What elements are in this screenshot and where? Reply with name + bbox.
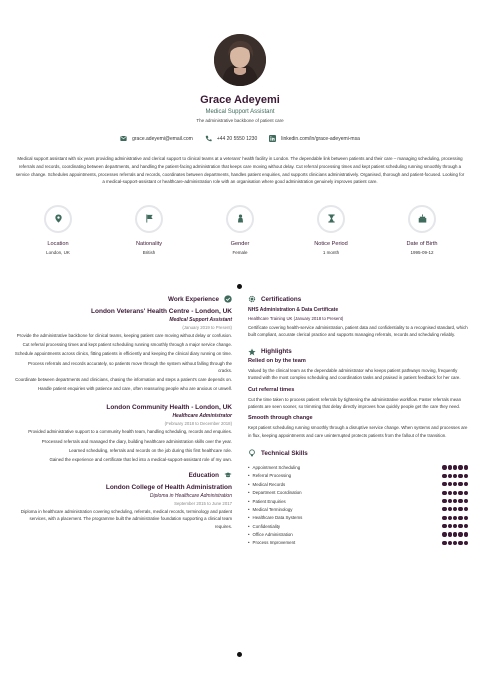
highlight-item	[248, 415, 468, 439]
rating-dot	[448, 465, 452, 469]
skill-row	[248, 505, 468, 513]
section-divider-dot	[237, 284, 242, 289]
education-entry	[14, 484, 232, 530]
job-bullet: Learned scheduling, referrals and records on the job during this first healthcare role.	[68, 447, 232, 453]
rating-dot	[458, 499, 462, 503]
fact-value: 1995-09-12	[410, 250, 434, 255]
skill-name: • Medical Terminology	[248, 507, 293, 512]
skill-rating	[442, 532, 468, 536]
job-organization: London Veterans' Health Centre - London, UK	[91, 308, 232, 315]
job-bullet: Schedule appointments across clinics, fitting patients in efficiently and keeping the clinical diary running on time.	[14, 351, 232, 357]
candidate-role: Medical Support Assistant	[205, 109, 275, 115]
phone-text: +44 20 5550 1230	[216, 135, 258, 142]
location-pin-icon	[54, 210, 63, 228]
rating-dot	[458, 474, 462, 478]
fact-label: Gender	[230, 241, 250, 247]
fact-value: 1 month	[322, 250, 340, 255]
skill-name: • Patient Enquiries	[248, 499, 286, 504]
skill-row	[248, 497, 468, 505]
calendar-icon	[418, 210, 427, 228]
skill-rating	[442, 465, 468, 469]
rating-dot	[453, 532, 457, 536]
rating-dot	[464, 507, 468, 511]
skill-name: • Appointment Scheduling	[248, 465, 300, 470]
certification-title: NHS Administration & Data Certificate	[248, 307, 339, 313]
skill-name: • Healthcare Data Systems	[248, 515, 302, 520]
rating-dot	[442, 499, 446, 503]
rating-dot	[458, 516, 462, 520]
rating-dot	[458, 524, 462, 528]
rating-dot	[458, 491, 462, 495]
rating-dot	[453, 524, 457, 528]
skill-row	[248, 522, 468, 530]
job-title: Medical Support Assistant	[169, 317, 232, 323]
work-experience-heading: Work Experience	[14, 294, 232, 304]
job-entry	[14, 404, 232, 463]
email-text: grace.adeyemi@email.com	[132, 135, 193, 142]
rating-dot	[458, 532, 462, 536]
rating-dot	[464, 516, 468, 520]
email-icon	[120, 135, 127, 142]
education-heading: Education	[14, 470, 232, 480]
certification-description: Certificate covering health-service administration, patient data and confidentiality to a recognised standard, which built compliant, accurate clerical practice and supports managing referrals, records and scheduling reliably.	[248, 325, 468, 338]
job-bullet: Processed referrals and managed the diary, building healthcare administration skills over the year.	[41, 438, 232, 444]
fact-value: London, UK	[46, 250, 70, 255]
rating-dot	[442, 507, 446, 511]
highlight-text: Cut the time taken to process patient referrals by tightening the administrative workflow. Faster referrals mean patients are seen sooner, so trimming that delay directly improves how quickly people get the care they need.	[248, 396, 462, 410]
graduation-cap-icon	[224, 471, 232, 479]
rating-dot	[464, 499, 468, 503]
highlight-title: Cut referral times	[248, 386, 295, 393]
highlight-text: Valued by the clinical team as the dependable administrator who keeps patient pathways moving, frequently trusted with the most complex scheduling and coordination tasks and praised in patient feedback for her care.	[248, 367, 461, 381]
candidate-name: Grace Adeyemi	[200, 94, 280, 106]
contact-bar	[0, 135, 480, 142]
rating-dot	[453, 541, 457, 545]
rating-dot	[453, 491, 457, 495]
highlight-title: Relied on by the team	[248, 357, 306, 364]
gender-icon	[236, 210, 245, 228]
personal-facts	[22, 205, 458, 255]
technical-skills-heading: Technical Skills	[248, 448, 468, 458]
rating-dot	[448, 524, 452, 528]
highlights-heading: Highlights	[248, 347, 468, 357]
hourglass-icon	[327, 210, 336, 228]
skill-row	[248, 530, 468, 538]
skill-rating	[442, 541, 468, 545]
job-bullet: Coordinate between departments and clinicians, chasing the information and steps a patient's care depends on.	[15, 377, 232, 383]
job-bullet: Gained the experience and certificate that led into a medical-support-assistant role of my own.	[49, 457, 232, 463]
rating-dot	[442, 541, 446, 545]
section-divider-dot	[237, 652, 242, 657]
skill-name: • Department Coordination	[248, 490, 302, 495]
job-bullet: Provided administrative support to a community health team, handling scheduling, records and enquiries.	[28, 429, 232, 435]
job-bullet: Process referrals and records accurately, so patients move through the system without falling through the cracks.	[28, 360, 232, 373]
certifications-heading: Certifications	[248, 294, 468, 304]
linkedin-text: linkedin.com/in/grace-adeyemi-msa	[281, 135, 360, 142]
fact-notice-period	[295, 205, 367, 255]
contact-linkedin[interactable]	[269, 135, 360, 142]
skill-row	[248, 488, 468, 496]
skill-name: • Referral Processing	[248, 473, 291, 478]
star-icon	[248, 348, 256, 356]
rating-dot	[464, 474, 468, 478]
rating-dot	[448, 482, 452, 486]
skill-rating	[442, 499, 468, 503]
phone-icon	[205, 135, 212, 142]
rating-dot	[442, 491, 446, 495]
job-bullet: Handle patient enquiries with patience and care, often reassuring people who are anxious or unwell.	[37, 386, 232, 392]
skill-rating	[442, 482, 468, 486]
rating-dot	[448, 507, 452, 511]
skill-rating	[442, 474, 468, 478]
rating-dot	[448, 541, 452, 545]
highlight-item	[248, 387, 468, 411]
skill-rating	[442, 507, 468, 511]
skills-list	[248, 463, 468, 547]
skill-row	[248, 480, 468, 488]
highlight-title: Smooth through change	[248, 415, 313, 422]
rating-dot	[464, 524, 468, 528]
rating-dot	[442, 524, 446, 528]
job-organization: London Community Health - London, UK	[106, 404, 232, 412]
fact-label: Notice Period	[314, 241, 348, 247]
education-school: London College of Health Administration	[105, 484, 232, 492]
rating-dot	[442, 465, 446, 469]
rating-dot	[453, 465, 457, 469]
right-column	[248, 294, 468, 547]
rating-dot	[448, 516, 452, 520]
rating-dot	[453, 474, 457, 478]
fact-label: Date of Birth	[406, 241, 438, 247]
rating-dot	[442, 532, 446, 536]
gear-icon	[248, 295, 256, 303]
skill-row	[248, 539, 468, 547]
skill-name: • Medical Records	[248, 482, 285, 487]
rating-dot	[464, 532, 468, 536]
left-column	[14, 294, 232, 530]
fact-label: Nationality	[135, 241, 163, 247]
rating-dot	[442, 482, 446, 486]
fact-value: Female	[232, 250, 248, 255]
rating-dot	[464, 482, 468, 486]
job-bullet: Provide the administrative backbone for clinical teams, keeping patient care moving without delay or confusion.	[16, 333, 232, 338]
lightbulb-icon	[248, 449, 256, 457]
fact-label: Location	[47, 241, 69, 247]
profile-photo	[214, 34, 266, 86]
rating-dot	[453, 499, 457, 503]
rating-dot	[464, 491, 468, 495]
certification-issuer: Healthcare Training UK (January 2018 to Present)	[248, 316, 344, 321]
rating-dot	[453, 482, 457, 486]
skill-rating	[442, 516, 468, 520]
education-description: Diploma in healthcare administration covering scheduling, referrals, medical records, terminology and patient services, with a placement. The programme built the administrative foundation supporting a clinical team requires.	[20, 509, 232, 529]
rating-dot	[458, 465, 462, 469]
fact-gender	[204, 205, 276, 255]
verified-badge-icon	[224, 295, 232, 303]
skill-name: • Confidentiality	[248, 524, 280, 529]
skill-row	[248, 463, 468, 471]
rating-dot	[464, 541, 468, 545]
skill-row	[248, 472, 468, 480]
rating-dot	[448, 491, 452, 495]
fact-value: British	[142, 250, 156, 255]
rating-dot	[458, 507, 462, 511]
rating-dot	[442, 516, 446, 520]
education-dates: September 2015 to June 2017	[174, 501, 232, 507]
skill-rating	[442, 491, 468, 495]
rating-dot	[448, 474, 452, 478]
contact-email[interactable]	[120, 135, 193, 142]
rating-dot	[442, 474, 446, 478]
contact-phone[interactable]	[205, 135, 257, 142]
candidate-tagline: The administrative backbone of patient care	[196, 118, 284, 123]
rating-dot	[453, 516, 457, 520]
skill-name: • Office Administration	[248, 532, 293, 537]
fact-date-of-birth	[386, 205, 458, 255]
rating-dot	[458, 541, 462, 545]
highlight-text: Kept patient scheduling running smoothly through a disruptive service change. When systems and processes are in flux, keeping appointments and care uninterrupted protects patients from the fallout of the transition.	[248, 425, 468, 438]
skill-name: • Process Improvement	[248, 540, 295, 545]
flag-icon	[145, 210, 154, 228]
fact-location	[22, 205, 94, 255]
highlight-item	[248, 358, 468, 382]
profile-summary: Medical support assistant with six years providing administrative and clerical support to clinical teams at a veterans' health facility in London. The dependable link between patients and their care – managing scheduling, processing referrals and records, coordinating between departments, and handling the patient-facing administration that keeps care moving without delay. Cut referral processing times and kept patient scheduling running smoothly through a service change. Schedules appointments, processes referrals and records, coordinates between departments, handles patient enquiries, and supports clinicians administratively. Organised, thorough and patient-focused. Looking for a medical-support-assistant or healthcare-administration role with an organisation where good administration genuinely improves patient care.	[15, 156, 465, 185]
job-entry	[14, 308, 232, 392]
job-title: Healthcare Administrator	[172, 413, 232, 420]
education-degree: Diploma in Healthcare Administration	[149, 493, 232, 500]
job-bullet: Cut referral processing times and kept patient scheduling running smoothly through a major service change.	[22, 342, 232, 348]
job-dates: (January 2019 to Present)	[182, 325, 232, 330]
rating-dot	[453, 507, 457, 511]
rating-dot	[458, 482, 462, 486]
linkedin-icon	[269, 135, 276, 142]
job-dates: (February 2018 to December 2018)	[164, 421, 232, 427]
rating-dot	[448, 532, 452, 536]
fact-nationality	[113, 205, 185, 255]
skill-row	[248, 514, 468, 522]
skill-rating	[442, 524, 468, 528]
rating-dot	[448, 499, 452, 503]
rating-dot	[464, 465, 468, 469]
